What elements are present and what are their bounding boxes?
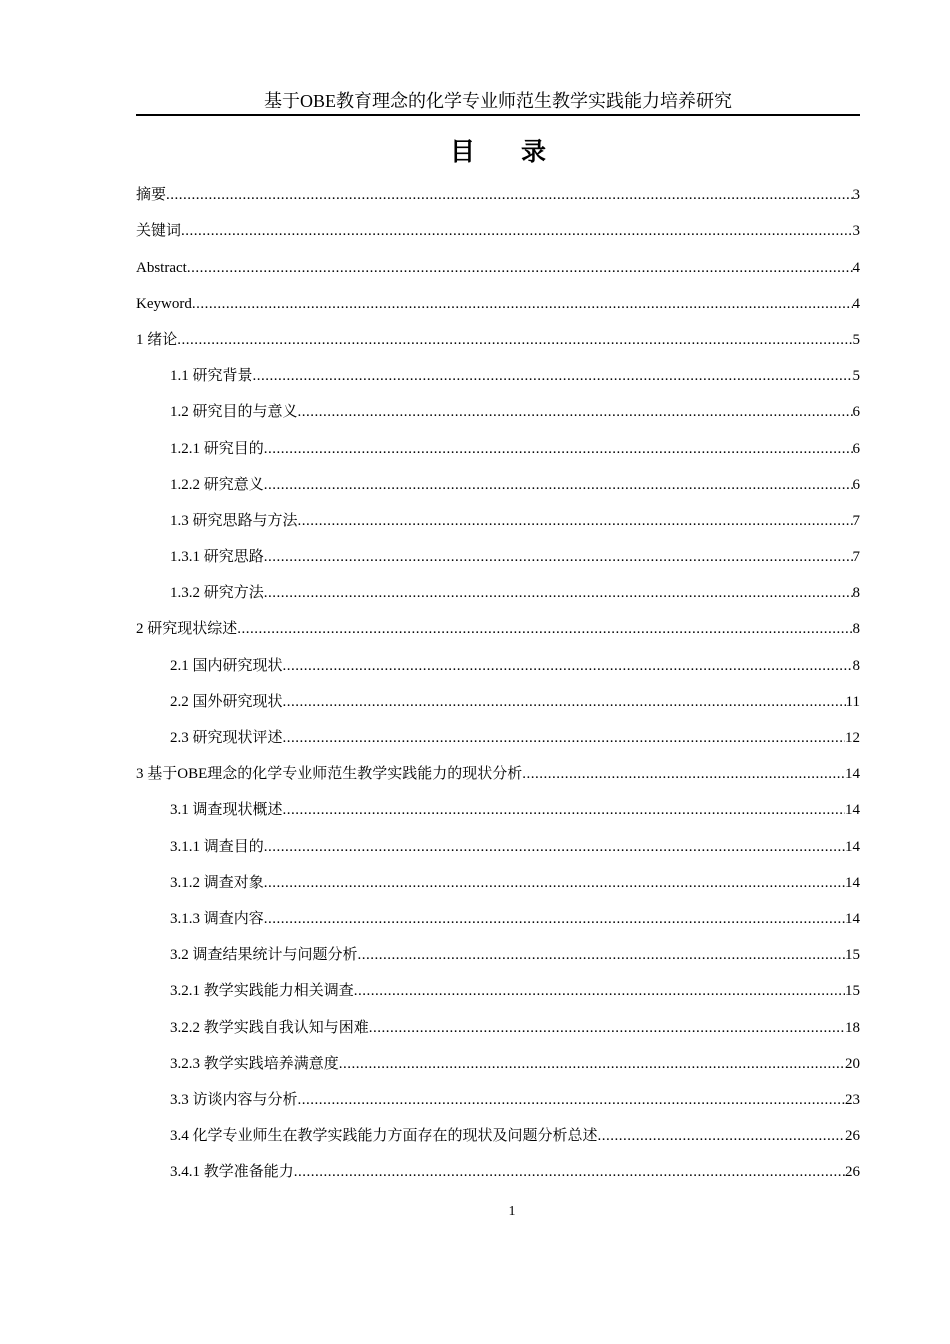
toc-entry-page: 15 <box>845 983 860 1000</box>
toc-dot-leader <box>598 1124 845 1148</box>
toc-entry-page: 23 <box>845 1091 860 1108</box>
toc-entry[interactable] <box>136 1148 860 1184</box>
toc-entry[interactable] <box>136 171 860 207</box>
toc-dot-leader <box>264 835 845 859</box>
toc-entry-label: 3.2.2 教学实践自我认知与困难 <box>170 1019 369 1036</box>
toc-dot-leader <box>192 292 853 316</box>
toc-entry-label: 3.2.3 教学实践培养满意度 <box>170 1055 339 1072</box>
toc-entry[interactable] <box>136 641 860 677</box>
toc-dot-leader <box>354 979 845 1003</box>
toc-dot-leader <box>253 364 853 388</box>
toc-entry[interactable] <box>136 1076 860 1112</box>
toc-entry[interactable] <box>136 316 860 352</box>
toc-entry-label: Abstract <box>136 259 187 276</box>
toc-dot-leader <box>166 183 852 207</box>
toc-entry[interactable] <box>136 461 860 497</box>
toc-entry-label: 2.2 国外研究现状 <box>170 693 283 710</box>
toc-entry-label: 3 基于OBE理念的化学专业师范生教学实践能力的现状分析 <box>136 766 523 783</box>
toc-dot-leader <box>237 617 852 641</box>
toc-entry-label: 3.4 化学专业师生在教学实践能力方面存在的现状及问题分析总述 <box>170 1128 598 1145</box>
toc-dot-leader <box>298 400 853 424</box>
toc-entry-label: 2 研究现状综述 <box>136 621 238 638</box>
page-number: 1 <box>508 1204 516 1219</box>
toc-entry[interactable] <box>136 786 860 822</box>
toc-dot-leader <box>283 654 853 678</box>
toc-entry[interactable] <box>136 1040 860 1076</box>
toc-entry-label: Keyword <box>136 295 192 312</box>
toc-dot-leader <box>298 509 853 533</box>
toc-dot-leader <box>369 1016 845 1040</box>
toc-entry-label: 3.3 访谈内容与分析 <box>170 1091 298 1108</box>
toc-dot-leader <box>283 690 846 714</box>
toc-entry[interactable] <box>136 207 860 243</box>
toc-dot-leader <box>264 581 853 605</box>
toc-entry-page: 3 <box>852 223 860 240</box>
toc-entry[interactable] <box>136 1003 860 1039</box>
toc-entry-page: 4 <box>852 295 860 312</box>
toc-entry[interactable] <box>136 605 860 641</box>
toc-entry-label: 1.1 研究背景 <box>170 368 253 385</box>
toc-entry-label: 1.3.2 研究方法 <box>170 585 264 602</box>
toc-entry-page: 6 <box>852 476 860 493</box>
toc-entry-page: 14 <box>845 874 860 891</box>
toc-entry[interactable] <box>136 569 860 605</box>
toc-dot-leader <box>294 1160 845 1184</box>
toc-entry-page: 5 <box>852 368 860 385</box>
toc-list <box>136 171 860 1184</box>
toc-entry-page: 6 <box>852 404 860 421</box>
toc-dot-leader <box>522 762 845 786</box>
toc-dot-leader <box>264 545 853 569</box>
toc-entry[interactable] <box>136 822 860 858</box>
toc-entry-label: 摘要 <box>136 187 167 204</box>
toc-entry-page: 11 <box>845 693 860 710</box>
toc-entry-page: 6 <box>852 440 860 457</box>
running-header: 基于OBE教育理念的化学专业师范生教学实践能力培养研究 <box>264 91 732 111</box>
toc-entry-page: 14 <box>845 838 860 855</box>
toc-entry-label: 1.2.1 研究目的 <box>170 440 264 457</box>
toc-entry-label: 3.4.1 教学准备能力 <box>170 1164 294 1181</box>
toc-entry-label: 3.1.2 调查对象 <box>170 874 264 891</box>
toc-entry-page: 18 <box>845 1019 860 1036</box>
toc-entry-label: 1.3 研究思路与方法 <box>170 512 298 529</box>
toc-dot-leader <box>283 798 845 822</box>
toc-entry-label: 3.2.1 教学实践能力相关调查 <box>170 983 354 1000</box>
toc-entry-page: 5 <box>852 331 860 348</box>
toc-dot-leader <box>177 328 852 352</box>
toc-dot-leader <box>264 437 853 461</box>
toc-entry[interactable] <box>136 388 860 424</box>
toc-entry-page: 8 <box>852 657 860 674</box>
toc-entry-page: 8 <box>852 621 860 638</box>
toc-dot-leader <box>264 473 853 497</box>
toc-entry-page: 14 <box>845 802 860 819</box>
toc-entry-page: 7 <box>852 512 860 529</box>
toc-entry-label: 1.2.2 研究意义 <box>170 476 264 493</box>
toc-entry-label: 1.2 研究目的与意义 <box>170 404 298 421</box>
header-divider <box>136 114 860 116</box>
toc-entry-page: 8 <box>852 585 860 602</box>
toc-entry[interactable] <box>136 895 860 931</box>
toc-entry-page: 4 <box>852 259 860 276</box>
toc-entry-label: 1.3.1 研究思路 <box>170 549 264 566</box>
toc-entry-label: 3.2 调查结果统计与问题分析 <box>170 947 358 964</box>
toc-entry-label: 2.3 研究现状评述 <box>170 730 283 746</box>
toc-entry[interactable] <box>136 424 860 460</box>
toc-dot-leader <box>264 907 845 931</box>
toc-entry-label: 1 绪论 <box>136 331 178 348</box>
toc-entry[interactable] <box>136 750 860 786</box>
toc-entry[interactable] <box>136 497 860 533</box>
toc-dot-leader <box>339 1052 845 1076</box>
toc-entry-label: 3.1.1 调查目的 <box>170 838 264 855</box>
toc-entry[interactable] <box>136 859 860 895</box>
toc-entry[interactable] <box>136 352 860 388</box>
toc-entry-page: 15 <box>845 947 860 964</box>
toc-entry-page: 7 <box>852 549 860 566</box>
toc-title: 目录 <box>449 137 592 166</box>
toc-entry-label: 关键词 <box>136 223 182 240</box>
toc-dot-leader <box>187 256 853 280</box>
toc-entry-page: 20 <box>845 1055 860 1072</box>
toc-entry-label: 3.1.3 调查内容 <box>170 910 264 927</box>
toc-entry[interactable] <box>136 533 860 569</box>
toc-dot-leader <box>358 943 845 967</box>
toc-entry[interactable] <box>136 967 860 1003</box>
toc-dot-leader <box>283 726 845 750</box>
toc-dot-leader <box>298 1088 845 1112</box>
toc-entry[interactable] <box>136 714 860 750</box>
toc-entry[interactable] <box>136 678 860 714</box>
toc-entry-label: 2.1 国内研究现状 <box>170 657 283 674</box>
toc-entry[interactable] <box>136 931 860 967</box>
toc-entry[interactable] <box>136 1112 860 1148</box>
toc-dot-leader <box>264 871 845 895</box>
toc-entry-page: 14 <box>845 766 860 783</box>
toc-dot-leader <box>181 219 852 243</box>
toc-entry-page: 3 <box>852 187 860 204</box>
toc-entry-page: 26 <box>845 1128 860 1145</box>
toc-entry[interactable] <box>136 243 860 279</box>
toc-entry-page: 14 <box>845 910 860 927</box>
toc-entry[interactable] <box>136 280 860 316</box>
toc-entry-label: 3.1 调查现状概述 <box>170 802 283 819</box>
toc-entry-page: 12 <box>845 730 860 746</box>
toc-entry-page: 26 <box>845 1164 860 1181</box>
